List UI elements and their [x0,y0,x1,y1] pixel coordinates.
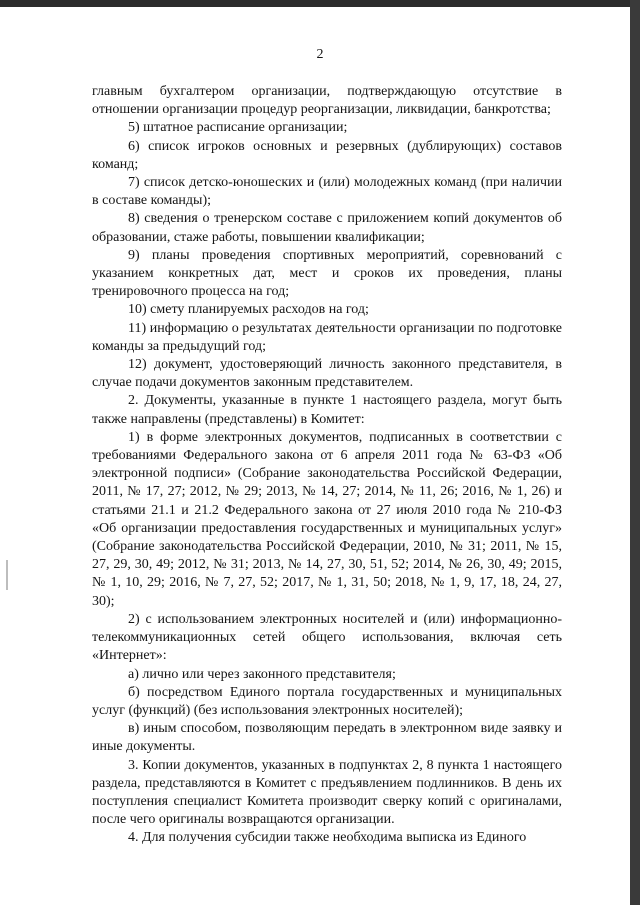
scan-left-mark [6,560,8,590]
paragraph: 8) сведения о тренерском составе с приложением копий документов об образовании, стаже работы, повышении квалификации; [92,211,562,245]
paragraph: в) иным способом, позволяющим передать в электронном виде заявку и иные документы. [92,721,562,755]
paragraph: 2) с использованием электронных носителей и (или) информационно-телекоммуникационных сетей общего использования, включая сеть «Интернет»: [92,611,562,664]
paragraph: 4. Для получения субсидии также необходима выписка из Единого [128,830,527,846]
page-number: 2 [316,47,324,62]
paragraph: 3. Копии документов, указанных в подпунктах 2, 8 пункта 1 настоящего раздела, представляются в Комитет с предъявлением подлинников. В день их поступления специалист Комитета производит сверку копий с оригиналами, после чего оригиналы возвращаются организации. [92,757,562,828]
paragraph: 5) штатное расписание организации; [128,120,348,136]
paragraph: 10) смету планируемых расходов на год; [128,302,369,318]
paragraph: б) посредством Единого портала государственных и муниципальных услуг (функций) (без использования электронных носителей); [92,684,562,718]
paragraph: 11) информацию о результатах деятельности организации по подготовке команды за предыдущий год; [92,320,562,354]
document-body [92,83,562,848]
paragraph: 12) документ, удостоверяющий личность законного представителя, в случае подачи документов законным представителем. [92,357,562,391]
paragraph: 9) планы проведения спортивных мероприятий, соревнований с указанием конкретных дат, мест и сроков их проведения, планы тренировочного процесса на год; [92,247,562,300]
paragraph: главным бухгалтером организации, подтверждающую отсутствие в отношении организации процедур реорганизации, ликвидации, банкротства; [92,84,562,118]
paragraph: 6) список игроков основных и резервных (дублирующих) составов команд; [92,138,562,172]
paragraph: 1) в форме электронных документов, подписанных в соответствии с требованиями Федерального закона от 6 апреля 2011 года № 63-ФЗ «Об электронной подписи» (Собрание законодательства Российской Федерации, 2011, № 17, 27; 2012, № 29; 2013, № 14, 27; 2014, № 11, 26; 2016, № 1, 26) и статьями 21.1 и 21.2 Федерального закона от 27 июля 2010 года № 210-ФЗ «Об организации предоставления государственных и муниципальных услуг» (Собрание законодательства Российской Федерации, 2010, № 31; 2011, № 15, 27, 29, 30, 49; 2012, № 31; 2013, № 14, 27, 30, 51, 52; 2014, № 26, 30, 49; 2015, № 1, 10, 29; 2016, № 7, 27, 52; 2017, № 1, 31, 50; 2018, № 1, 9, 17, 18, 24, 27, 30); [92,429,562,609]
paragraph: а) лично или через законного представителя; [128,666,396,682]
scan-right-edge [630,0,640,905]
paragraph: 2. Документы, указанные в пункте 1 настоящего раздела, могут быть также направлены (представлены) в Комитет: [92,393,562,427]
scan-top-edge [0,0,640,7]
paragraph: 7) список детско-юношеских и (или) молодежных команд (при наличии в составе команды); [92,175,562,209]
